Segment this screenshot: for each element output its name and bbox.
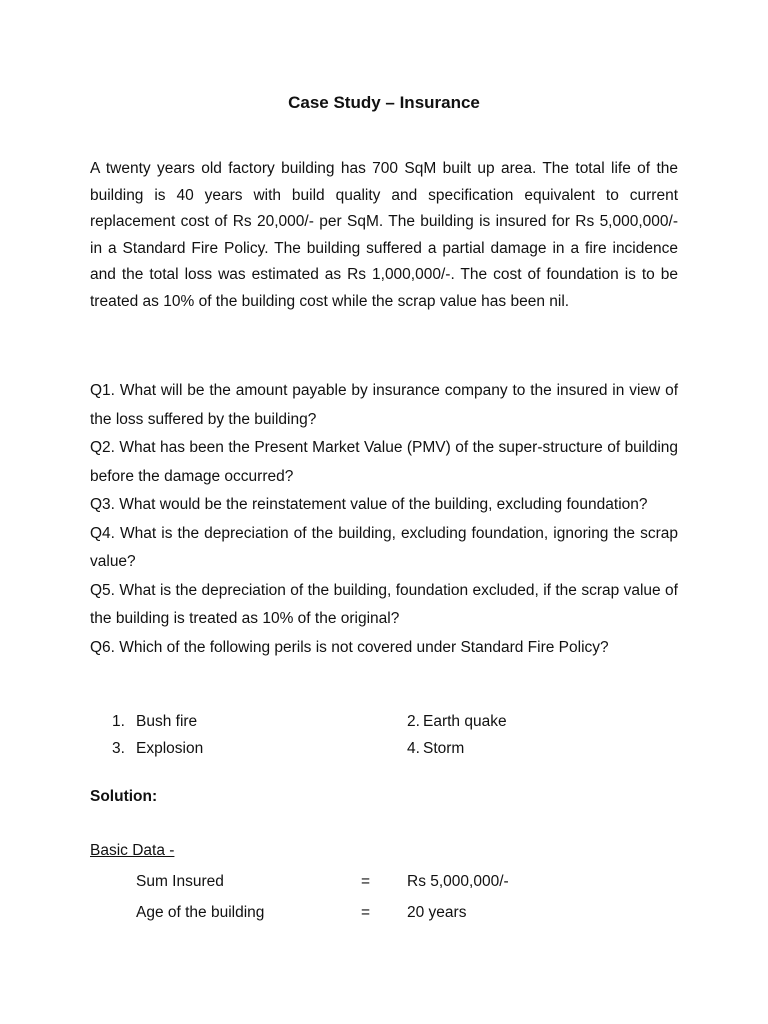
questions-list [90, 377, 678, 662]
question-4: Q4. What is the depreciation of the building, excluding foundation, ignoring the scrap value? [90, 524, 678, 570]
basic-data-value: Rs 5,000,000/- [407, 873, 509, 890]
question-6: Q6. Which of the following perils is not covered under Standard Fire Policy? [90, 638, 609, 656]
basic-data-heading: Basic Data - [90, 842, 175, 859]
option-3-label: Explosion [136, 740, 204, 757]
option-2-label: Earth quake [423, 713, 507, 730]
question-3: Q3. What would be the reinstatement value of the building, excluding foundation? [90, 496, 648, 513]
option-3-number: 3. [112, 740, 125, 757]
question-1: Q1. What will be the amount payable by insurance company to the insured in view of the loss suffered by the building? [90, 382, 678, 428]
basic-data-value: 20 years [407, 904, 467, 921]
intro-paragraph: A twenty years old factory building has 700 SqM built up area. The total life of the building is 40 years with build quality and specification equivalent to current replacement cost of Rs 20,000/- per SqM. The building is insured for Rs 5,000,000/- in a Standard Fire Policy. The building suffered a partial damage in a fire incidence and the total loss was estimated as Rs 1,000,000/-. The cost of foundation is to be treated as 10% of the building cost while the scrap value has been nil. [90, 160, 678, 310]
option-2-number: 2. [407, 713, 420, 730]
basic-data-label: Age of the building [136, 904, 265, 921]
option-1-label: Bush fire [136, 713, 198, 730]
basic-data-equals: = [361, 873, 371, 890]
basic-data-label: Sum Insured [136, 873, 224, 890]
option-1-number: 1. [112, 713, 125, 730]
page-title: Case Study – Insurance [288, 93, 480, 112]
question-5: Q5. What is the depreciation of the building, foundation excluded, if the scrap value of the building is treated as 10% of the original? [90, 581, 678, 627]
option-4-label: Storm [423, 740, 465, 757]
solution-heading: Solution: [90, 788, 158, 805]
basic-data-equals: = [361, 904, 371, 921]
option-4-number: 4. [407, 740, 420, 757]
question-2: Q2. What has been the Present Market Value (PMV) of the super-structure of building before the damage occurred? [90, 439, 678, 485]
